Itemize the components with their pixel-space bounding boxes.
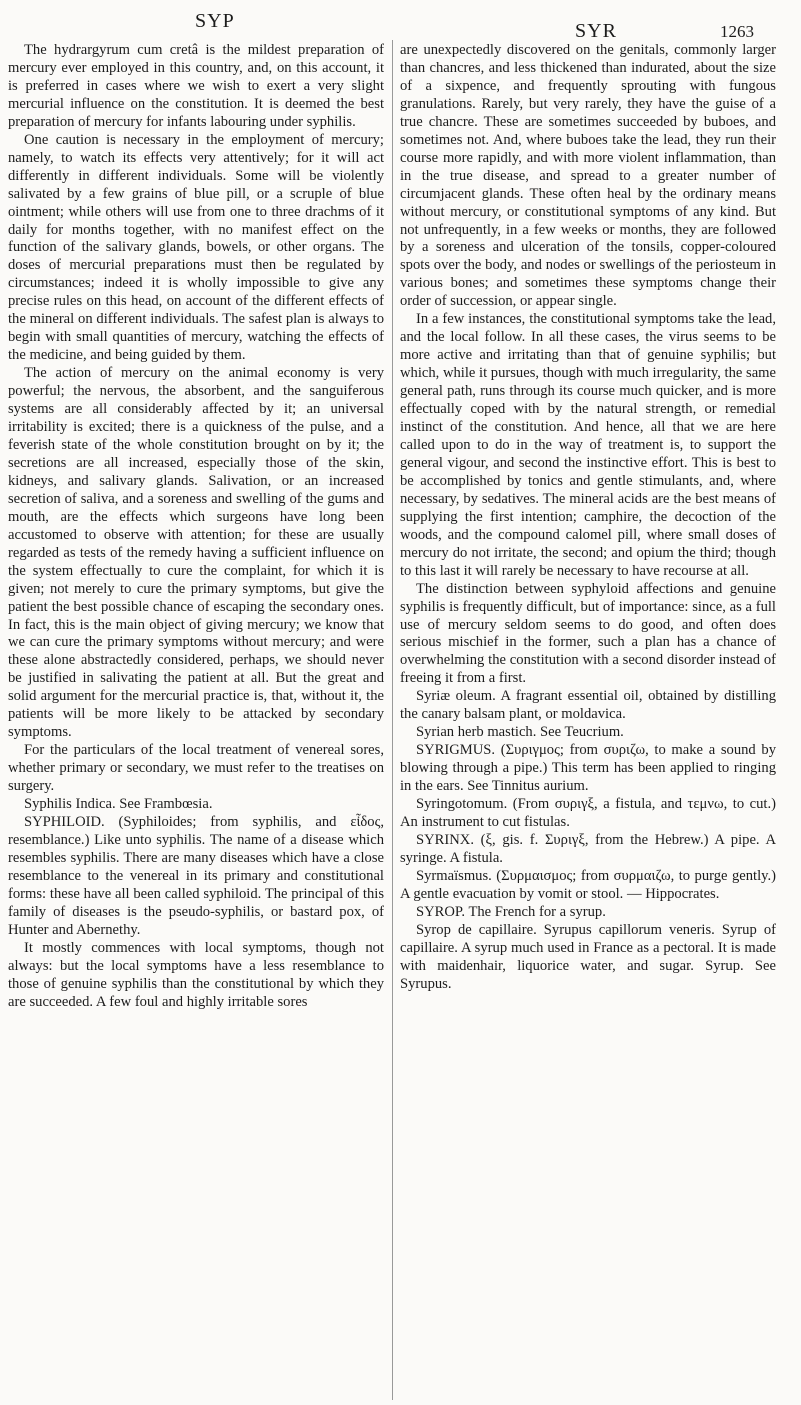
entry-syrigmus: SYRIGMUS. (Συριγμος; from συριζω, to make a sound by blowing through a pipe.) This term has been applied to ringing in the ears. See Tinnitus aurium. bbox=[400, 742, 776, 795]
column-divider bbox=[392, 40, 393, 1400]
right-column bbox=[400, 42, 776, 994]
entry-syrop: SYROP. The French for a syrup. bbox=[416, 903, 606, 920]
entry-syphiloid: SYPHILOID. (Syphiloides; from syphilis, and εἶδος, resemblance.) Like unto syphilis. The name of a disease which resembles syphilis. There are many diseases which have a close resemblance to the venereal in its primary and constitutional forms: these have all been called syphiloid. The principal of this family of diseases is the pseudo-syphilis, or bastard pox, of Hunter and Abernethy. bbox=[8, 813, 384, 938]
paragraph: The distinction between syphyloid affections and genuine syphilis is frequently difficult, but of importance: since, as a full use of mercury seldom seems to do good, and often does serious mischief in the former, such a plan has a chance of overwhelming the constitution with a second disorder instead of freeing it from a first. bbox=[400, 580, 776, 687]
paragraph: In a few instances, the constitutional symptoms take the lead, and the local follow. In all these cases, the virus seems to be more active and irritating than that of genuine syphilis; but which, while it pursues, though with much irregularity, the same general path, runs through its course much quicker, and is more effectually coped with by the natural strength, or remedial instinct of the constitution. And hence, all that we are here called upon to do in the way of treatment is, to support the general vigour, and second the instinctive effort. This is best to be accomplished by tonics and gentle stimulants, and, where necessary, by sedatives. The mineral acids are the best means of supplying the first intention; camphire, the decoction of the woods, and the compound calomel pill, where small doses of mercury do not irritate, the second; and opium the third; though to this last it will rarely be necessary to have recourse at all. bbox=[400, 311, 776, 579]
paragraph: are unexpectedly discovered on the genitals, commonly larger than chancres, and less thickened than indurated, about the size of a sixpence, and frequently sprouting with fungous granulations. Rarely, but very rarely, they have the guise of a true chancre. These are sometimes succeeded by buboes, and sometimes not. And, where buboes take the lead, they run their course more rapidly, and with more violent inflammation, than in the true disease, and spread to a greater number of circumjacent glands. These often heal by the ordinary means without mercury, or constitutional symptoms of any kind. But not unfrequently, in a few weeks or months, they are followed by a soreness and ulceration of the tonsils, copper-coloured spots over the body, and nodes or swellings of the periosteum in various bones; and sometimes these symptoms change their order of succession, or appear single. bbox=[400, 42, 776, 310]
paragraph: The action of mercury on the animal economy is very powerful; the nervous, the absorbent, and the sanguiferous systems are all considerably affected by it; an universal irritability is excited; there is a quickness of the pulse, and a feverish state of the whole constitution brought on by it; the secretions are all increased, especially those of the skin, kidneys, and salivary glands. Salivation, or an increased secretion of saliva, and a soreness and swelling of the gums and mouth, are the effects which surgeons have long been accustomed to observe with attention; for these are usually regarded as tests of the remedy having a sufficient influence on the system effectually to cure the complaint, for which it is given; not merely to cure the primary symptoms, but give the patient the best possible chance of escaping the secondary ones. In fact, this is the main object of giving mercury; we know that we can cure the primary symptoms without mercury; and were these alone abstractedly considered, perhaps, we should never be justified in salivating the patient at all. But the great and solid argument for the mercurial practice is, that, without it, the patients will be more likely to be attacked by secondary symptoms. bbox=[8, 365, 384, 741]
entry-syphilis-indica: Syphilis Indica. See Frambœsia. bbox=[24, 796, 213, 813]
left-column bbox=[8, 42, 384, 1011]
paragraph: One caution is necessary in the employment of mercury; namely, to watch its effects very attentively; for it will act differently in different individuals. Some will be violently salivated by a few grains of blue pill, or a scruple of blue ointment; while others will use from one to three drachms of it daily for months together, with no manifest effect on the function of the salivary glands, bowels, or other organs. The doses of mercurial preparations must then be regulated by circumstances; indeed it is wholly impossible to give any precise rules on this head, on account of the different effects of the mineral on different individuals. The safest plan is always to begin with small quantities of mercury, watching the effects of the medicine, and being guided by them. bbox=[8, 131, 384, 364]
paragraph: It mostly commences with local symptoms, though not always: but the local symptoms have a less resemblance to those of genuine syphilis than the constitutional by which they are succeeded. A few foul and highly irritable sores bbox=[8, 939, 384, 1010]
paragraph: The hydrargyrum cum cretâ is the mildest preparation of mercury ever employed in this country, and, on this account, it is preferred in cases where we wish to exert a very slight mercurial influence on the constitution. It is deemed the best preparation of mercury for infants labouring under syphilis. bbox=[8, 42, 384, 130]
entry-syrop-de-capillaire: Syrop de capillaire. Syrupus capillorum veneris. Syrup of capillaire. A syrup much used in France as a pectoral. It is made with maidenhair, liquorice water, and sugar. Syrup. See Syrupus. bbox=[400, 921, 776, 992]
left-running-head: SYP bbox=[195, 10, 235, 32]
entry-syriae-oleum: Syriæ oleum. A fragrant essential oil, obtained by distilling the canary balsam plant, or moldavica. bbox=[400, 688, 776, 723]
right-running-head: SYR bbox=[575, 20, 617, 42]
entry-syrmaismus: Syrmaïsmus. (Συρμαισμος; from συρμαιζω, to purge gently.) A gentle evacuation by vomit or stool. — Hippocrates. bbox=[400, 867, 776, 902]
running-header bbox=[0, 8, 801, 42]
entry-syrian-herb-mastich: Syrian herb mastich. See Teucrium. bbox=[416, 724, 624, 741]
paragraph: For the particulars of the local treatment of venereal sores, whether primary or secondary, we must refer to the treatises on surgery. bbox=[8, 742, 384, 795]
page-number: 1263 bbox=[720, 22, 754, 41]
entry-syrinx: SYRINX. (ξ, gis. f. Συριγξ, from the Hebrew.) A pipe. A syringe. A fistula. bbox=[400, 831, 776, 866]
entry-syringotomum: Syringotomum. (From συριγξ, a fistula, and τεμνω, to cut.) An instrument to cut fistulas. bbox=[400, 796, 776, 830]
